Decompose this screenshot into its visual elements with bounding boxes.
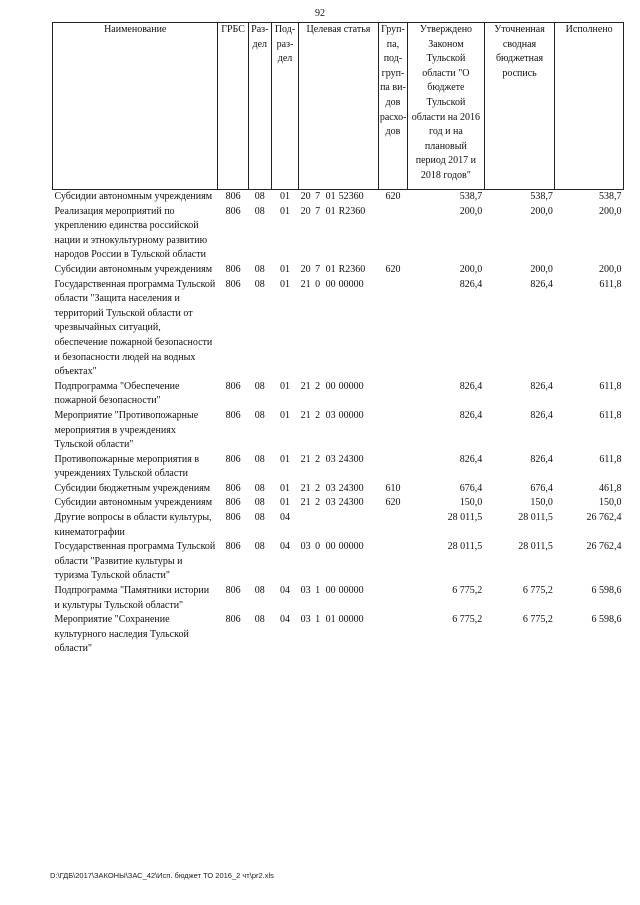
- row-utverzhdeno: 28 011,5: [447, 541, 483, 553]
- row-ispolneno: 461,8: [599, 482, 622, 494]
- tselevaya-part: 00: [325, 380, 336, 392]
- tselevaya-part: 2: [315, 409, 321, 421]
- header-ispolneno: Исполнено: [555, 23, 624, 190]
- row-tselevaya-statya: [299, 263, 379, 278]
- row-vid-rashodov: 620: [385, 191, 401, 202]
- row-ispolneno: 611,8: [599, 409, 622, 421]
- row-ispolneno: 6 598,6: [591, 614, 622, 626]
- table-row: [53, 496, 624, 511]
- row-vid-rashodov: 620: [385, 263, 401, 275]
- header-name: Наименование: [53, 23, 218, 190]
- row-utochnennaya: 826,4: [530, 409, 553, 421]
- row-utverzhdeno: 200,0: [459, 263, 483, 275]
- tselevaya-part: 01: [325, 263, 336, 275]
- row-razdel: 08: [254, 482, 265, 494]
- row-razdel: 08: [254, 614, 265, 626]
- row-ispolneno: 611,8: [599, 278, 622, 290]
- tselevaya-part: 7: [315, 191, 321, 202]
- row-utverzhdeno: 826,4: [459, 278, 483, 290]
- row-name: Другие вопросы в области культуры, кинематографии: [54, 512, 212, 538]
- tselevaya-part: 00: [325, 585, 336, 597]
- row-grbs: 806: [225, 278, 241, 290]
- row-utverzhdeno: 826,4: [459, 409, 483, 421]
- row-razdel: 08: [254, 497, 265, 509]
- row-utverzhdeno: 826,4: [459, 380, 483, 392]
- row-utochnennaya: 28 011,5: [518, 512, 553, 524]
- row-utochnennaya: 200,0: [530, 263, 553, 275]
- table-row: [53, 453, 624, 482]
- row-razdel: 08: [254, 541, 265, 553]
- row-grbs: 806: [225, 453, 241, 465]
- row-name: Мероприятие "Противопожарные мероприятия в учреждениях Тульской области": [54, 409, 199, 451]
- tselevaya-part: 03: [325, 453, 336, 465]
- row-utverzhdeno: 6 775,2: [452, 585, 483, 597]
- tselevaya-part: 03: [300, 541, 311, 553]
- row-ispolneno: 26 762,4: [586, 541, 622, 553]
- tselevaya-part: 2: [315, 380, 321, 392]
- row-utochnennaya: 676,4: [530, 482, 553, 494]
- header-gruppa-vidov: Груп- па, под- груп- па ви- дов расхо- дов: [378, 23, 407, 190]
- row-podrazdel: 04: [280, 614, 290, 626]
- row-utverzhdeno: 200,0: [459, 205, 483, 217]
- row-utverzhdeno: 676,4: [459, 482, 483, 494]
- tselevaya-part: 03: [325, 409, 336, 421]
- tselevaya-part: 21: [300, 497, 311, 509]
- tselevaya-part: 2: [315, 453, 321, 465]
- row-ispolneno: 200,0: [599, 263, 622, 275]
- row-ispolneno: 611,8: [599, 453, 622, 465]
- row-vid-rashodov: [378, 205, 407, 263]
- tselevaya-part: 21: [300, 409, 311, 421]
- table-row: [53, 190, 624, 205]
- row-tselevaya-statya: [299, 380, 379, 409]
- tselevaya-part: 20: [300, 263, 311, 275]
- row-name: Субсидии автономным учреждениям: [54, 191, 213, 202]
- row-grbs: 806: [225, 191, 241, 202]
- header-utochnennaya: Уточненная сводная бюджетная роспись: [484, 23, 555, 190]
- table-row: [53, 482, 624, 497]
- row-razdel: 08: [254, 380, 265, 392]
- row-name: Государственная программа Тульской области "Развитие культуры и туризма Тульской области": [54, 541, 216, 582]
- tselevaya-part: 01: [325, 205, 336, 217]
- tselevaya-part: 00000: [338, 380, 364, 392]
- row-podrazdel: 04: [280, 541, 290, 553]
- row-utochnennaya: 538,7: [530, 191, 553, 202]
- row-utverzhdeno: 6 775,2: [452, 614, 483, 626]
- footer-file-path: D:\ГДБ\2017\ЗАКОНЫ\ЗАС_42\Исп. бюджет ТО 2016_2 чт\pr2.xls: [50, 871, 274, 880]
- tselevaya-part: 0: [315, 541, 321, 553]
- tselevaya-part: 1: [315, 585, 321, 597]
- tselevaya-part: 00000: [338, 409, 364, 421]
- row-podrazdel: 01: [280, 482, 290, 494]
- tselevaya-part: 20: [300, 205, 311, 217]
- row-grbs: 806: [225, 205, 241, 217]
- tselevaya-part: 03: [325, 497, 336, 509]
- row-grbs: 806: [225, 380, 241, 392]
- tselevaya-part: 2: [315, 497, 321, 509]
- row-utochnennaya: 826,4: [530, 453, 553, 465]
- tselevaya-part: 0: [315, 278, 321, 290]
- tselevaya-part: 2: [315, 482, 321, 494]
- row-podrazdel: 01: [280, 497, 290, 509]
- tselevaya-part: 00000: [338, 278, 364, 290]
- row-utochnennaya: 826,4: [530, 380, 553, 392]
- row-vid-rashodov: [378, 540, 407, 584]
- row-grbs: 806: [225, 497, 241, 509]
- row-podrazdel: 01: [280, 263, 290, 275]
- row-name: Субсидии автономным учреждениям: [54, 263, 213, 275]
- row-ispolneno: 538,7: [599, 191, 622, 202]
- row-name: Противопожарные мероприятия в учреждениях Тульской области: [54, 453, 200, 480]
- tselevaya-part: 20: [300, 191, 311, 202]
- row-utverzhdeno: 150,0: [459, 497, 483, 509]
- row-name: Субсидии автономным учреждениям: [54, 497, 213, 509]
- row-utochnennaya: 28 011,5: [518, 541, 553, 553]
- tselevaya-part: 03: [325, 482, 336, 494]
- table-row: [53, 584, 624, 613]
- row-tselevaya-statya: [299, 453, 379, 482]
- tselevaya-part: R2360: [338, 263, 366, 275]
- row-podrazdel: 01: [280, 380, 290, 392]
- row-tselevaya-statya: [299, 496, 379, 511]
- row-utochnennaya: 826,4: [530, 278, 553, 290]
- tselevaya-part: 21: [300, 278, 311, 290]
- tselevaya-part: 03: [300, 614, 311, 626]
- row-vid-rashodov: 620: [385, 497, 401, 509]
- row-tselevaya-statya: [299, 482, 379, 497]
- tselevaya-part: 21: [300, 453, 311, 465]
- tselevaya-part: 00000: [338, 541, 364, 553]
- table-row: [53, 205, 624, 263]
- row-tselevaya-statya: [299, 205, 379, 263]
- tselevaya-part: 7: [315, 205, 321, 217]
- row-name: Мероприятие "Сохранение культурного наследия Тульской области": [54, 614, 189, 655]
- row-grbs: 806: [225, 512, 241, 524]
- row-vid-rashodov: [378, 511, 407, 540]
- tselevaya-part: 00: [325, 278, 336, 290]
- tselevaya-part: 52360: [338, 191, 364, 202]
- row-tselevaya-statya: [299, 613, 379, 657]
- row-podrazdel: 01: [280, 409, 290, 421]
- row-utochnennaya: 6 775,2: [522, 585, 553, 597]
- row-vid-rashodov: [378, 409, 407, 453]
- tselevaya-part: 1: [315, 614, 321, 626]
- row-ispolneno: 200,0: [599, 205, 622, 217]
- row-podrazdel: 01: [280, 278, 290, 290]
- row-name: Реализация мероприятий по укреплению единства российской нации и этнокультурному развитию народов России в Тульской области: [54, 205, 208, 261]
- row-vid-rashodov: [378, 584, 407, 613]
- row-name: Подпрограмма "Памятники истории и культуры Тульской области": [54, 585, 210, 611]
- row-grbs: 806: [225, 585, 241, 597]
- row-name: Субсидии бюджетным учреждениям: [54, 482, 211, 494]
- table-row: [53, 409, 624, 453]
- header-row: [53, 23, 624, 190]
- budget-table: [52, 22, 624, 657]
- header-utverzhdeno: Утверждено Законом Тульской области "О бюджете Тульской области на 2016 год и на плановый период 2017 и 2018 годов": [408, 23, 485, 190]
- table-row: [53, 263, 624, 278]
- row-vid-rashodov: [378, 453, 407, 482]
- row-razdel: 08: [254, 409, 265, 421]
- tselevaya-part: 21: [300, 380, 311, 392]
- row-tselevaya-statya: [299, 409, 379, 453]
- row-grbs: 806: [225, 263, 241, 275]
- row-utverzhdeno: 28 011,5: [447, 512, 483, 524]
- table-row: [53, 511, 624, 540]
- row-vid-rashodov: [378, 278, 407, 380]
- row-grbs: 806: [225, 541, 241, 553]
- row-name: Государственная программа Тульской области "Защита населения и территорий Тульской области от чрезвычайных ситуаций, обеспечение пожарной безопасности и безопасности людей на водных объектах": [54, 278, 216, 378]
- table-row: [53, 380, 624, 409]
- row-podrazdel: 04: [280, 512, 290, 524]
- row-tselevaya-statya: [299, 190, 379, 205]
- tselevaya-part: 24300: [338, 453, 364, 465]
- tselevaya-part: 24300: [338, 482, 364, 494]
- tselevaya-part: 00000: [338, 585, 364, 597]
- row-ispolneno: 150,0: [599, 497, 622, 509]
- tselevaya-part: 03: [300, 585, 311, 597]
- table-body: [53, 190, 624, 658]
- row-vid-rashodov: [378, 380, 407, 409]
- page-number: 92: [315, 8, 325, 19]
- tselevaya-part: 21: [300, 482, 311, 494]
- row-podrazdel: 01: [280, 205, 290, 217]
- row-razdel: 08: [254, 205, 265, 217]
- row-tselevaya-statya: [299, 584, 379, 613]
- header-grbs: ГРБС: [218, 23, 248, 190]
- row-ispolneno: 26 762,4: [586, 512, 622, 524]
- row-utochnennaya: 6 775,2: [522, 614, 553, 626]
- tselevaya-part: 00: [325, 541, 336, 553]
- row-grbs: 806: [225, 614, 241, 626]
- tselevaya-part: 7: [315, 263, 321, 275]
- table-row: [53, 278, 624, 380]
- row-podrazdel: 01: [280, 191, 290, 202]
- row-tselevaya-statya: [299, 278, 379, 380]
- tselevaya-part: 01: [325, 191, 336, 202]
- row-razdel: 08: [254, 191, 265, 202]
- row-utochnennaya: 150,0: [530, 497, 553, 509]
- row-grbs: 806: [225, 409, 241, 421]
- row-name: Подпрограмма "Обеспечение пожарной безопасности": [54, 380, 180, 407]
- tselevaya-part: 00000: [338, 614, 364, 626]
- row-grbs: 806: [225, 482, 241, 494]
- row-razdel: 08: [254, 263, 265, 275]
- row-tselevaya-statya: [299, 511, 379, 540]
- row-tselevaya-statya: [299, 540, 379, 584]
- row-ispolneno: 611,8: [599, 380, 622, 392]
- row-razdel: 08: [254, 585, 265, 597]
- row-utverzhdeno: 826,4: [459, 453, 483, 465]
- tselevaya-part: 24300: [338, 497, 364, 509]
- row-utverzhdeno: 538,7: [459, 191, 483, 202]
- row-vid-rashodov: 610: [385, 482, 401, 494]
- tselevaya-part: R2360: [338, 205, 366, 217]
- row-vid-rashodov: [378, 613, 407, 657]
- table-row: [53, 613, 624, 657]
- table-row: [53, 540, 624, 584]
- row-ispolneno: 6 598,6: [591, 585, 622, 597]
- header-tselevaya-statya: Целевая статья: [299, 23, 379, 190]
- row-razdel: 08: [254, 453, 265, 465]
- row-podrazdel: 04: [280, 585, 290, 597]
- row-utochnennaya: 200,0: [530, 205, 553, 217]
- tselevaya-part: 01: [325, 614, 336, 626]
- header-podrazdel: Под- раз- дел: [271, 23, 298, 190]
- row-razdel: 08: [254, 278, 265, 290]
- row-podrazdel: 01: [280, 453, 290, 465]
- header-razdel: Раз- дел: [248, 23, 271, 190]
- row-razdel: 08: [254, 512, 265, 524]
